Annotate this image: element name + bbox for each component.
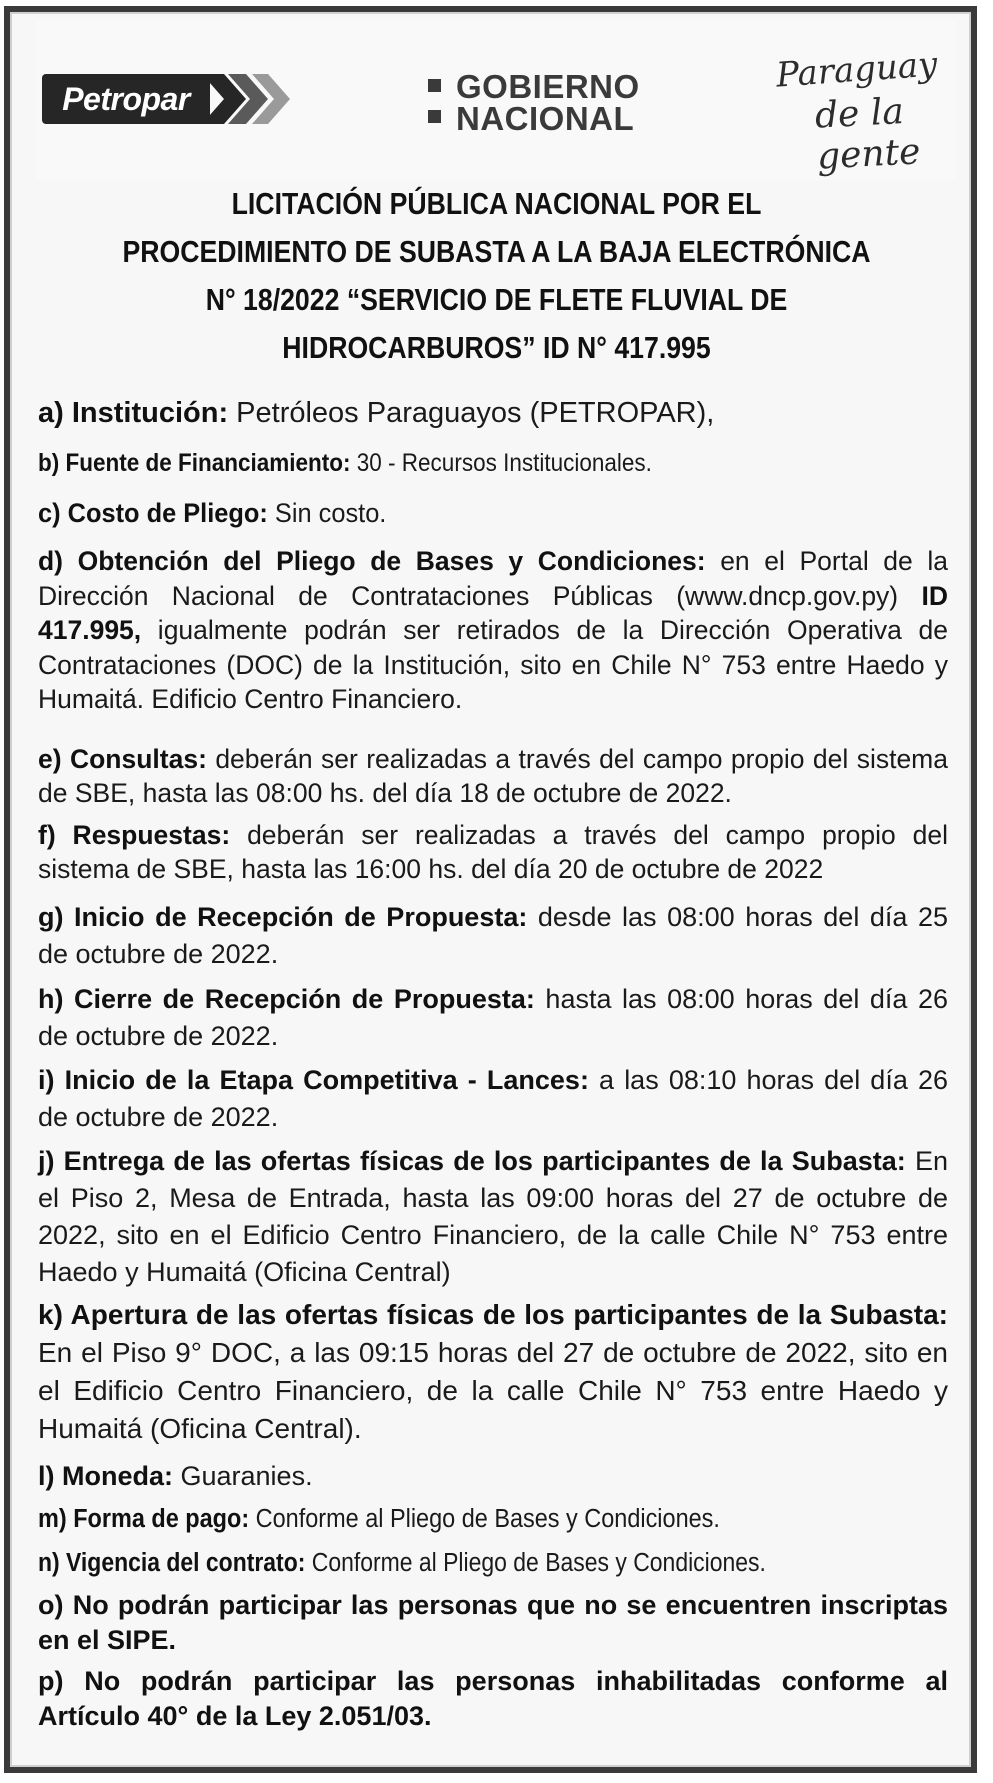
paraguay-line2: de la gente — [813, 91, 922, 178]
item-o-text: o) No podrán participar las personas que no se encuentren inscriptas en el SIPE. — [38, 1590, 948, 1655]
notice-title — [104, 180, 889, 372]
item-j — [38, 1143, 948, 1291]
item-a-text: Petróleos Paraguayos (PETROPAR), — [228, 397, 715, 429]
item-e-label: e) Consultas: — [38, 744, 207, 774]
gobierno-squares-icon — [428, 79, 441, 92]
item-j-label: j) Entrega de las ofertas físicas de los participantes de la Subasta: — [38, 1146, 906, 1176]
item-m — [38, 1502, 875, 1536]
paraguay-line1: Paraguay — [774, 44, 939, 96]
petropar-logo — [42, 72, 298, 128]
item-g — [38, 899, 948, 973]
title-line-3: N° 18/2022 “SERVICIO DE FLETE FLUVIAL DE — [205, 282, 788, 317]
item-e-text: deberán ser realizadas a través del campo propio del sistema de SBE, hasta las 08:00 hs. del día 18 de octubre de 2022. — [38, 744, 948, 808]
item-n-text: Conforme al Pliego de Bases y Condiciones. — [305, 1549, 766, 1577]
item-k — [38, 1296, 948, 1448]
item-b — [38, 446, 857, 480]
item-k-text: En el Piso 9° DOC, a las 09:15 horas del 27 de octubre de 2022, sito en el Edificio Centro Financiero, de la calle Chile N° 753 entre Haedo y Humaitá (Oficina Central). — [38, 1337, 948, 1444]
item-l-text: Guaranies. — [173, 1461, 313, 1491]
item-m-text: Conforme al Pliego de Bases y Condiciones. — [249, 1505, 720, 1533]
item-i-label: i) Inicio de la Etapa Competitiva - Lances: — [38, 1065, 589, 1095]
item-l — [38, 1458, 948, 1494]
item-n-label: n) Vigencia del contrato: — [38, 1549, 306, 1577]
item-n — [38, 1546, 857, 1580]
paraguay-de-la-gente-logo — [774, 44, 956, 178]
item-d-text2: igualmente podrán ser retirados de la Dirección Operativa de Contrataciones (DOC) de la Institución, sito en Chile N° 753 entre Haedo y Humaitá. Edificio Centro Financiero. — [38, 615, 948, 714]
item-b-label: b) Fuente de Financiamiento: — [38, 449, 351, 477]
item-d-text1: en el Portal de la Dirección Nacional de Contrataciones Públicas (www.dncp.gov.py) — [38, 546, 948, 611]
item-d-id: ID 417.995, — [38, 580, 948, 645]
title-line-2: PROCEDIMIENTO DE SUBASTA A LA BAJA ELECTRÓNICA — [122, 234, 871, 269]
item-d-label: d) Obtención del Pliego de Bases y Condiciones: — [38, 546, 706, 576]
item-o — [38, 1588, 948, 1658]
item-c — [38, 495, 893, 531]
gobierno-squares-icon — [428, 110, 441, 123]
petropar-chevrons-icon — [202, 72, 302, 126]
item-g-text: desde las 08:00 horas del día 25 de octubre de 2022. — [38, 902, 948, 969]
logo-header — [36, 20, 956, 180]
item-p-text: p) No podrán participar las personas inhabilitadas conforme al Artículo 40° de la Ley 2.051/03. — [38, 1666, 948, 1731]
item-j-text: En el Piso 2, Mesa de Entrada, hasta las 09:00 horas del 27 de octubre de 2022, sito en el Edificio Centro Financiero, de la calle Chile N° 753 entre Haedo y Humaitá (Oficina Central) — [38, 1146, 948, 1287]
item-p — [38, 1664, 948, 1734]
item-m-label: m) Forma de pago: — [38, 1505, 250, 1533]
item-e — [38, 742, 948, 810]
item-f-label: f) Respuestas: — [38, 820, 231, 850]
item-h-label: h) Cierre de Recepción de Propuesta: — [38, 984, 535, 1014]
item-l-label: l) Moneda: — [38, 1461, 173, 1491]
item-d — [38, 544, 948, 717]
item-h — [38, 981, 948, 1055]
item-i-text: a las 08:10 horas del día 26 de octubre de 2022. — [38, 1065, 948, 1132]
gobierno-line2: NACIONAL — [456, 100, 635, 137]
item-h-text: hasta las 08:00 horas del día 26 de octubre de 2022. — [38, 984, 948, 1051]
item-b-text: 30 - Recursos Institucionales. — [350, 449, 652, 477]
item-a-label: a) Institución: — [38, 397, 229, 429]
title-line-4: HIDROCARBUROS” ID N° 417.995 — [282, 330, 711, 365]
title-line-1: LICITACIÓN PÚBLICA NACIONAL POR EL — [231, 186, 762, 221]
item-c-text: Sin costo. — [267, 498, 387, 528]
gobierno-line1: GOBIERNO — [456, 68, 640, 105]
item-k-label: k) Apertura de las ofertas físicas de los participantes de la Subasta: — [38, 1299, 948, 1330]
item-i — [38, 1062, 948, 1136]
gobierno-nacional-logo — [426, 66, 666, 146]
item-g-label: g) Inicio de Recepción de Propuesta: — [38, 902, 528, 932]
petropar-logo-text: Petropar — [42, 74, 210, 124]
item-f — [38, 818, 948, 886]
item-a — [38, 394, 948, 432]
item-f-text: deberán ser realizadas a través del campo propio del sistema de SBE, hasta las 16:00 hs. del día 20 de octubre de 2022 — [38, 820, 948, 884]
item-c-label: c) Costo de Pliego: — [38, 498, 268, 528]
